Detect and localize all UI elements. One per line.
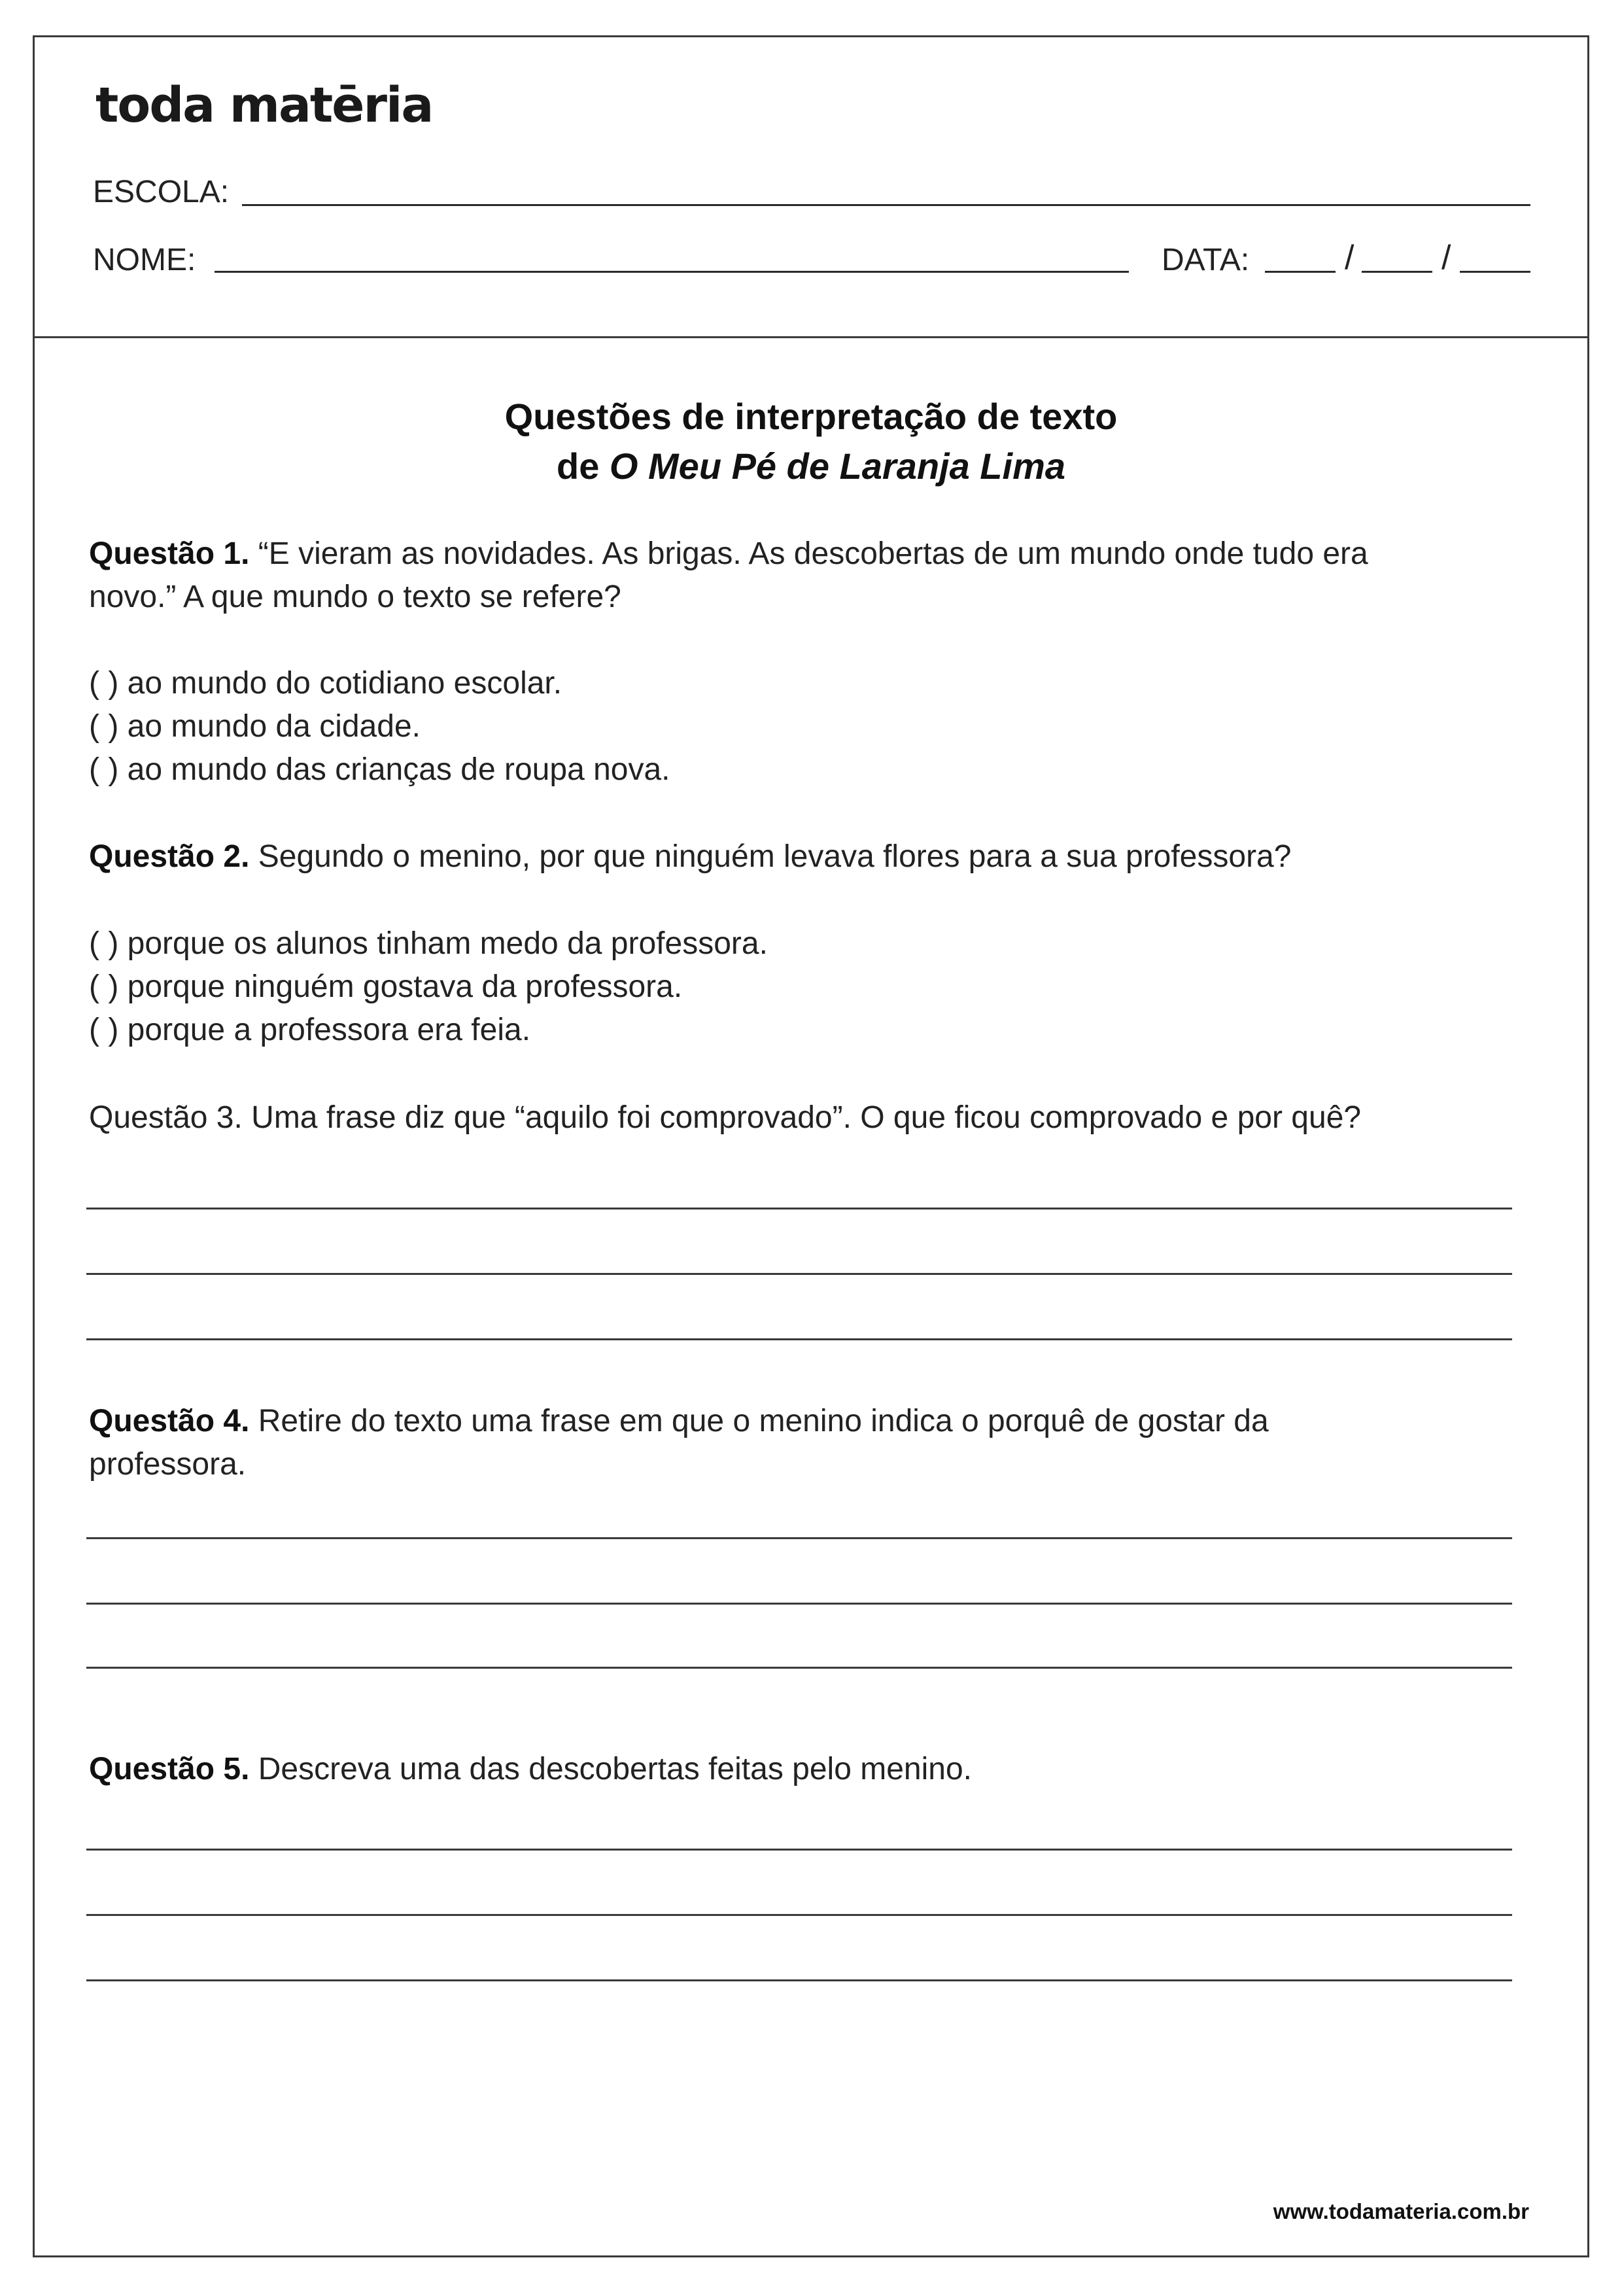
date-separator: / bbox=[1345, 239, 1355, 277]
question-1-text-cont: novo.” A que mundo o texto se refere? bbox=[89, 580, 621, 614]
date-day-field[interactable] bbox=[1265, 271, 1336, 273]
question-4-answer-line[interactable] bbox=[86, 1537, 1512, 1539]
question-3-text: Questão 3. Uma frase diz que “aquilo foi comprovado”. O que ficou comprovado e por quê? bbox=[89, 1100, 1362, 1135]
question-1-option-c[interactable]: ( ) ao mundo das crianças de roupa nova. bbox=[89, 752, 670, 787]
question-4-text: Questão 4. Retire do texto uma frase em que o menino indica o porquê de gostar da bbox=[89, 1404, 1269, 1438]
question-3-answer-line[interactable] bbox=[86, 1273, 1512, 1275]
question-5-answer-line[interactable] bbox=[86, 1914, 1512, 1916]
question-5-answer-line[interactable] bbox=[86, 1979, 1512, 1981]
question-4-answer-line[interactable] bbox=[86, 1667, 1512, 1669]
question-5-text: Questão 5. Descreva uma das descobertas feitas pelo menino. bbox=[89, 1752, 973, 1786]
question-4-text-cont: professora. bbox=[89, 1447, 247, 1482]
question-2-option-b[interactable]: ( ) porque ninguém gostava da professora. bbox=[89, 969, 683, 1004]
name-label: NOME: bbox=[93, 243, 196, 277]
subtitle-prefix: de bbox=[556, 445, 610, 487]
question-2-option-a[interactable]: ( ) porque os alunos tinham medo da professora. bbox=[89, 926, 768, 961]
question-2-text: Questão 2. Segundo o menino, por que ninguém levava flores para a sua professora? bbox=[89, 839, 1292, 874]
name-field[interactable] bbox=[215, 271, 1129, 273]
worksheet-subtitle bbox=[0, 445, 1622, 487]
worksheet-title: Questões de interpretação de texto bbox=[504, 396, 1118, 437]
header-divider bbox=[33, 336, 1589, 338]
date-separator: / bbox=[1441, 239, 1451, 277]
question-5-label: Questão 5. bbox=[89, 1752, 250, 1786]
question-3-answer-line[interactable] bbox=[86, 1338, 1512, 1340]
date-year-field[interactable] bbox=[1460, 271, 1530, 273]
school-field[interactable] bbox=[242, 204, 1530, 206]
question-4-answer-line[interactable] bbox=[86, 1603, 1512, 1605]
question-2-option-c[interactable]: ( ) porque a professora era feia. bbox=[89, 1013, 531, 1047]
date-month-field[interactable] bbox=[1362, 271, 1432, 273]
question-5-answer-line[interactable] bbox=[86, 1849, 1512, 1851]
brand-logo: toda matēria bbox=[95, 77, 433, 133]
date-label: DATA: bbox=[1162, 243, 1250, 277]
question-1-option-b[interactable]: ( ) ao mundo da cidade. bbox=[89, 709, 421, 744]
question-4-label: Questão 4. bbox=[89, 1404, 250, 1438]
question-3-answer-line[interactable] bbox=[86, 1208, 1512, 1209]
question-2-label: Questão 2. bbox=[89, 839, 250, 874]
question-1-option-a[interactable]: ( ) ao mundo do cotidiano escolar. bbox=[89, 666, 562, 701]
book-title: O Meu Pé de Laranja Lima bbox=[609, 445, 1066, 487]
question-1-text: Questão 1. “E vieram as novidades. As brigas. As descobertas de um mundo onde tudo era bbox=[89, 536, 1368, 571]
school-label: ESCOLA: bbox=[93, 175, 230, 209]
question-1-label: Questão 1. bbox=[89, 536, 250, 571]
footer-website-link[interactable]: www.todamateria.com.br bbox=[1273, 2199, 1529, 2223]
worksheet-frame bbox=[33, 35, 1589, 2257]
